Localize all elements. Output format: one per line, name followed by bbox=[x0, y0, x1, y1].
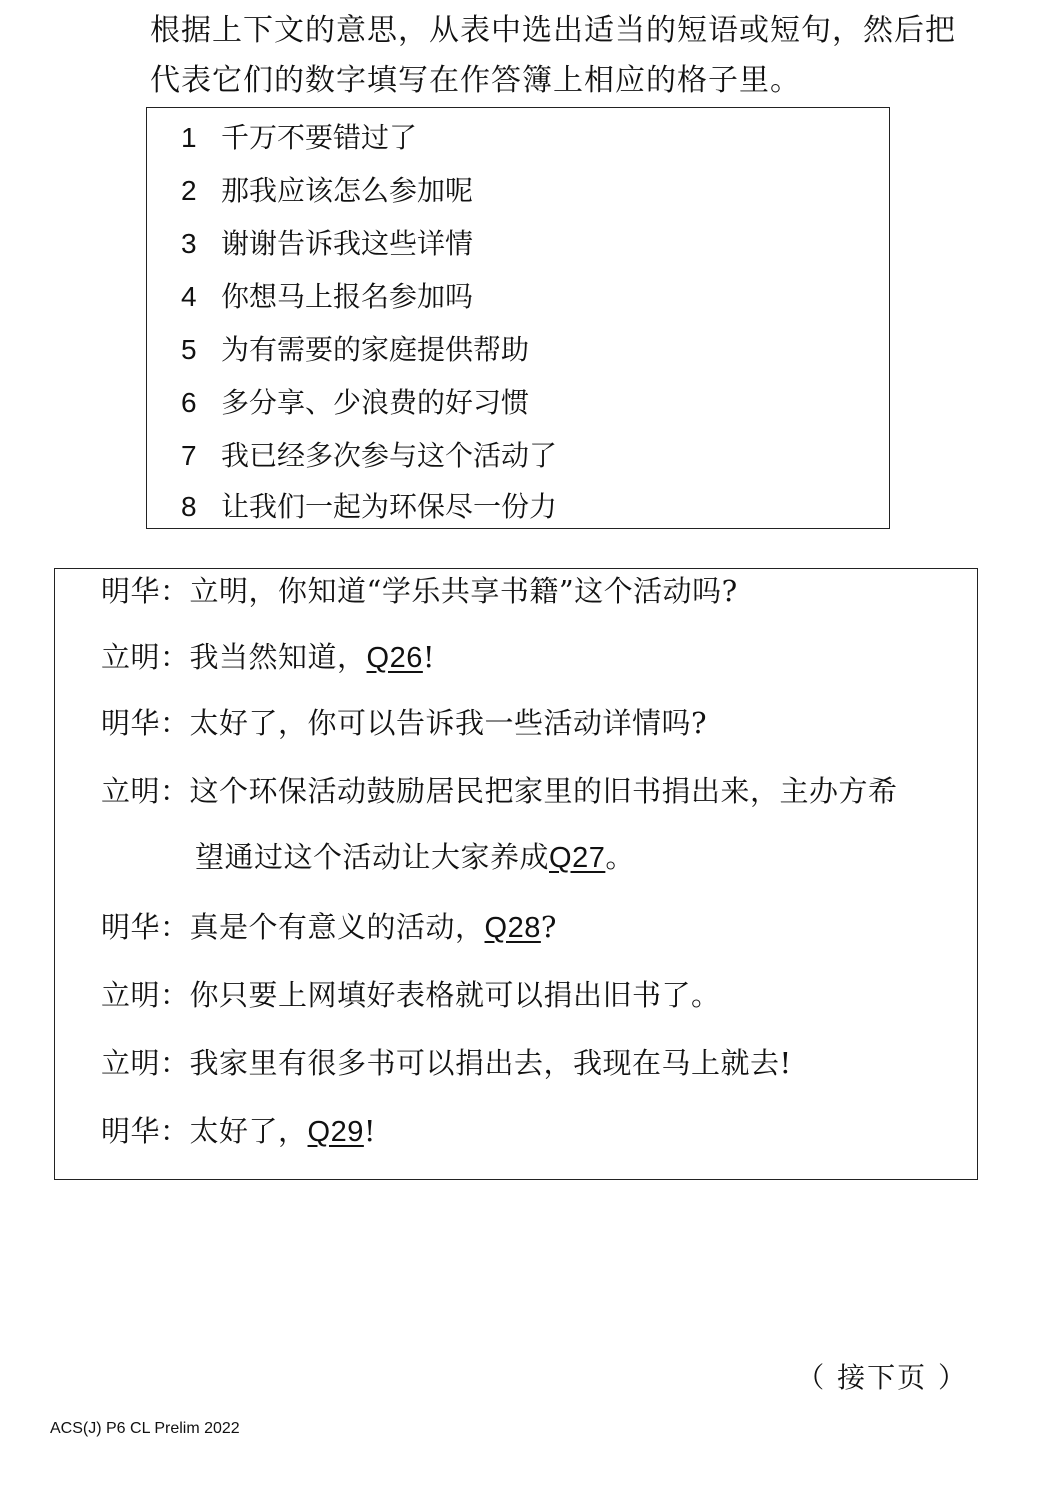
dialogue-text: 立明，你知道“学乐共享书籍”这个活动吗? bbox=[189, 574, 738, 608]
option-8 bbox=[181, 487, 557, 527]
continued-next-page: （ 接下页 ） bbox=[796, 1361, 968, 1394]
option-4 bbox=[181, 277, 473, 317]
page-footer: ACS(J) P6 CL Prelim 2022 bbox=[50, 1420, 240, 1437]
option-number: 4 bbox=[181, 281, 197, 312]
option-6 bbox=[181, 383, 529, 423]
instruction-line-2: 代表它们的数字填写在作答簿上相应的格子里。 bbox=[150, 63, 801, 98]
option-text: 为有需要的家庭提供帮助 bbox=[221, 333, 530, 366]
speaker: 立明： bbox=[101, 774, 190, 808]
dialogue-line bbox=[101, 1109, 376, 1153]
dialogue-line bbox=[101, 1041, 792, 1085]
speaker: 明华： bbox=[101, 574, 190, 608]
speaker: 立明： bbox=[101, 1046, 190, 1080]
option-text: 千万不要错过了 bbox=[221, 121, 418, 154]
option-7 bbox=[181, 436, 557, 476]
option-text: 你想马上报名参加吗 bbox=[221, 280, 474, 313]
instruction-line-1: 根据上下文的意思，从表中选出适当的短语或短句，然后把 bbox=[150, 13, 956, 48]
option-number: 7 bbox=[181, 440, 197, 471]
option-2 bbox=[181, 171, 473, 211]
option-3 bbox=[181, 224, 473, 264]
option-number: 8 bbox=[181, 491, 197, 522]
question-blank-q29: Q29 bbox=[307, 1116, 364, 1148]
dialogue-line bbox=[101, 635, 435, 679]
instructions bbox=[150, 6, 980, 106]
speaker: 立明： bbox=[101, 978, 190, 1012]
dialogue-text: ! bbox=[422, 640, 436, 674]
speaker: 明华： bbox=[101, 910, 190, 944]
dialogue-text: 太好了，你可以告诉我一些活动详情吗? bbox=[189, 706, 708, 740]
speaker: 明华： bbox=[101, 706, 190, 740]
dialogue-text: 。 bbox=[605, 840, 635, 874]
dialogue-text: 我家里有很多书可以捐出去，我现在马上就去! bbox=[189, 1046, 792, 1080]
dialogue-text: ? bbox=[540, 910, 557, 944]
option-text: 我已经多次参与这个活动了 bbox=[221, 439, 558, 472]
question-blank-q28: Q28 bbox=[484, 912, 541, 944]
option-text: 那我应该怎么参加呢 bbox=[221, 174, 474, 207]
option-number: 3 bbox=[181, 228, 197, 259]
dialogue-line bbox=[101, 973, 721, 1017]
dialogue-line bbox=[101, 569, 738, 613]
speaker: 立明： bbox=[101, 640, 190, 674]
option-text: 让我们一起为环保尽一份力 bbox=[221, 490, 558, 523]
option-number: 5 bbox=[181, 334, 197, 365]
dialogue-box bbox=[54, 568, 978, 1180]
option-1 bbox=[181, 118, 417, 158]
dialogue-text: 你只要上网填好表格就可以捐出旧书了。 bbox=[189, 978, 721, 1012]
dialogue-text: 这个环保活动鼓励居民把家里的旧书捐出来，主办方希 bbox=[189, 774, 898, 808]
dialogue-text: 我当然知道， bbox=[189, 640, 367, 674]
speaker: 明华： bbox=[101, 1114, 190, 1148]
dialogue-text: 真是个有意义的活动， bbox=[189, 910, 485, 944]
question-blank-q27: Q27 bbox=[549, 842, 606, 874]
dialogue-line bbox=[101, 701, 707, 745]
dialogue-line-continuation bbox=[195, 835, 635, 879]
dialogue-text: 望通过这个活动让大家养成 bbox=[195, 840, 550, 874]
dialogue-line bbox=[101, 769, 898, 813]
option-number: 1 bbox=[181, 122, 197, 153]
dialogue-line bbox=[101, 905, 557, 949]
option-text: 谢谢告诉我这些详情 bbox=[221, 227, 474, 260]
option-5 bbox=[181, 330, 529, 370]
option-text: 多分享、少浪费的好习惯 bbox=[221, 386, 530, 419]
option-number: 2 bbox=[181, 175, 197, 206]
question-blank-q26: Q26 bbox=[366, 642, 423, 674]
options-box bbox=[146, 107, 890, 529]
option-number: 6 bbox=[181, 387, 197, 418]
dialogue-text: ! bbox=[363, 1114, 377, 1148]
dialogue-text: 太好了， bbox=[189, 1114, 308, 1148]
